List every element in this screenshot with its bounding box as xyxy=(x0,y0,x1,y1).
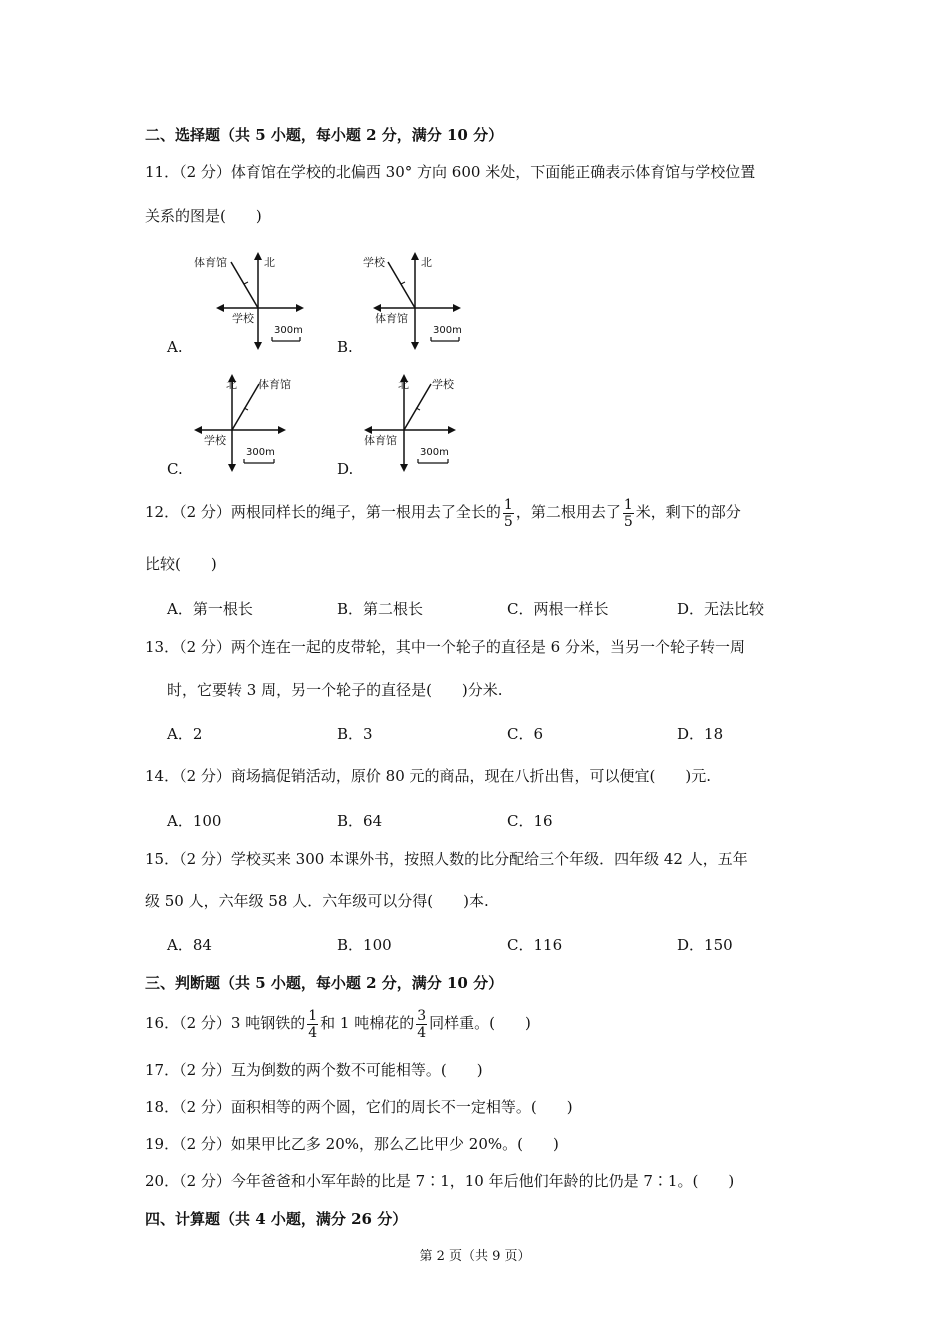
q13-option-b: B．3 xyxy=(337,725,373,743)
question-13-line-1: 13．（2 分）两个连在一起的皮带轮，其中一个轮子的直径是 6 分米，当另一个轮子转一周 xyxy=(145,638,745,656)
figure-option-c xyxy=(190,370,315,475)
q14-option-a: A．100 xyxy=(167,812,222,830)
figure-c-center-label: 学校 xyxy=(204,434,226,447)
figure-d-center-label: 体育馆 xyxy=(364,434,397,447)
figure-b-scale-label: 300m xyxy=(433,325,462,336)
fraction: $\frac{3}{4}$ xyxy=(417,1007,427,1041)
figure-b-top-label: 学校 xyxy=(363,256,385,269)
fraction: $\frac{1}{4}$ xyxy=(308,1007,318,1041)
figure-c-scale-label: 300m xyxy=(246,447,275,458)
q13-option-a: A．2 xyxy=(167,725,203,743)
q15-option-d: D．150 xyxy=(677,936,733,954)
q13-option-d: D．18 xyxy=(677,725,724,743)
figure-a-top-label: 体育馆 xyxy=(194,256,227,269)
figure-option-b xyxy=(355,248,480,353)
figure-option-d xyxy=(360,370,485,475)
question-13-line-2: 时，它要转 3 周，另一个轮子的直径是( )分米. xyxy=(167,681,503,699)
figure-d-scale-label: 300m xyxy=(420,447,449,458)
direction-line xyxy=(388,262,415,308)
q14-option-c: C．16 xyxy=(507,812,553,830)
south-arrow-icon xyxy=(400,464,408,472)
q12-option-a: A．第一根长 xyxy=(167,600,253,618)
section-heading-calculation: 四、计算题（共 4 小题，满分 26 分） xyxy=(145,1210,408,1228)
fraction: $\frac{1}{5}$ xyxy=(503,496,513,530)
option-b-letter: B. xyxy=(337,338,353,356)
fraction: $\frac{1}{5}$ xyxy=(623,496,633,530)
option-c-letter: C. xyxy=(167,460,183,478)
section-heading-choice: 二、选择题（共 5 小题，每小题 2 分，满分 10 分） xyxy=(145,126,504,144)
q14-option-b: B．64 xyxy=(337,812,383,830)
figure-a-scale-label: 300m xyxy=(274,325,303,336)
question-18: 18．（2 分）面积相等的两个圆，它们的周长不一定相等。( ) xyxy=(145,1098,573,1116)
q15-option-a: A．84 xyxy=(167,936,212,954)
question-17: 17．（2 分）互为倒数的两个数不可能相等。( ) xyxy=(145,1061,483,1079)
south-arrow-icon xyxy=(411,342,419,350)
figure-c-top-label: 体育馆 xyxy=(258,378,291,391)
east-arrow-icon xyxy=(296,304,304,312)
east-arrow-icon xyxy=(448,426,456,434)
figure-b-north-label: 北 xyxy=(421,256,432,269)
south-arrow-icon xyxy=(228,464,236,472)
option-a-letter: A. xyxy=(167,338,183,356)
figure-a-north-label: 北 xyxy=(264,256,275,269)
q12-option-d: D．无法比较 xyxy=(677,600,765,618)
question-16: 16．（2 分）3 吨钢铁的 $\frac{1}{4}$ 和 1 吨棉花的 $\frac{3}{4}$ 同样重。( ) xyxy=(145,1007,531,1041)
figure-c-north-label: 北 xyxy=(226,378,237,391)
question-14-line-1: 14．（2 分）商场搞促销活动，原价 80 元的商品，现在八折出售，可以便宜( )元. xyxy=(145,767,711,785)
question-12-line-2: 比较( ) xyxy=(145,555,217,573)
north-arrow-icon xyxy=(411,252,419,260)
q13-option-c: C．6 xyxy=(507,725,544,743)
east-arrow-icon xyxy=(453,304,461,312)
question-11-line-1: 11．（2 分）体育馆在学校的北偏西 30° 方向 600 米处，下面能正确表示体育馆与学校位置 xyxy=(145,163,756,181)
west-arrow-icon xyxy=(194,426,202,434)
figure-option-a xyxy=(188,248,313,353)
question-20: 20．（2 分）今年爸爸和小军年龄的比是 7∶1，10 年后他们年龄的比仍是 7∶1。( ) xyxy=(145,1172,735,1190)
tick-mark xyxy=(244,282,248,284)
q15-option-b: B．100 xyxy=(337,936,392,954)
figure-a-center-label: 学校 xyxy=(232,312,254,325)
east-arrow-icon xyxy=(278,426,286,434)
section-heading-judgement: 三、判断题（共 5 小题，每小题 2 分，满分 10 分） xyxy=(145,974,504,992)
question-11-line-2: 关系的图是( ) xyxy=(145,207,262,225)
figure-d-north-label: 北 xyxy=(398,378,409,391)
option-d-letter: D. xyxy=(337,460,354,478)
figure-d-top-label: 学校 xyxy=(432,378,454,391)
q12-option-c: C．两根一样长 xyxy=(507,600,609,618)
q15-option-c: C．116 xyxy=(507,936,563,954)
question-19: 19．（2 分）如果甲比乙多 20%，那么乙比甲少 20%。( ) xyxy=(145,1135,559,1153)
question-15-line-2: 级 50 人，六年级 58 人．六年级可以分得( )本. xyxy=(145,892,489,910)
question-15-line-1: 15．（2 分）学校买来 300 本课外书，按照人数的比分配给三个年级．四年级 42 人，五年 xyxy=(145,850,748,868)
figure-b-center-label: 体育馆 xyxy=(375,312,408,325)
north-arrow-icon xyxy=(254,252,262,260)
direction-line xyxy=(231,262,258,308)
south-arrow-icon xyxy=(254,342,262,350)
question-12-line-1: 12．（2 分）两根同样长的绳子，第一根用去了全长的 $\frac{1}{5}$ ，第二根用去了 $\frac{1}{5}$ 米，剩下的部分 xyxy=(145,496,741,530)
q12-option-b: B．第二根长 xyxy=(337,600,424,618)
west-arrow-icon xyxy=(216,304,224,312)
page-footer: 第 2 页（共 9 页） xyxy=(419,1249,531,1264)
